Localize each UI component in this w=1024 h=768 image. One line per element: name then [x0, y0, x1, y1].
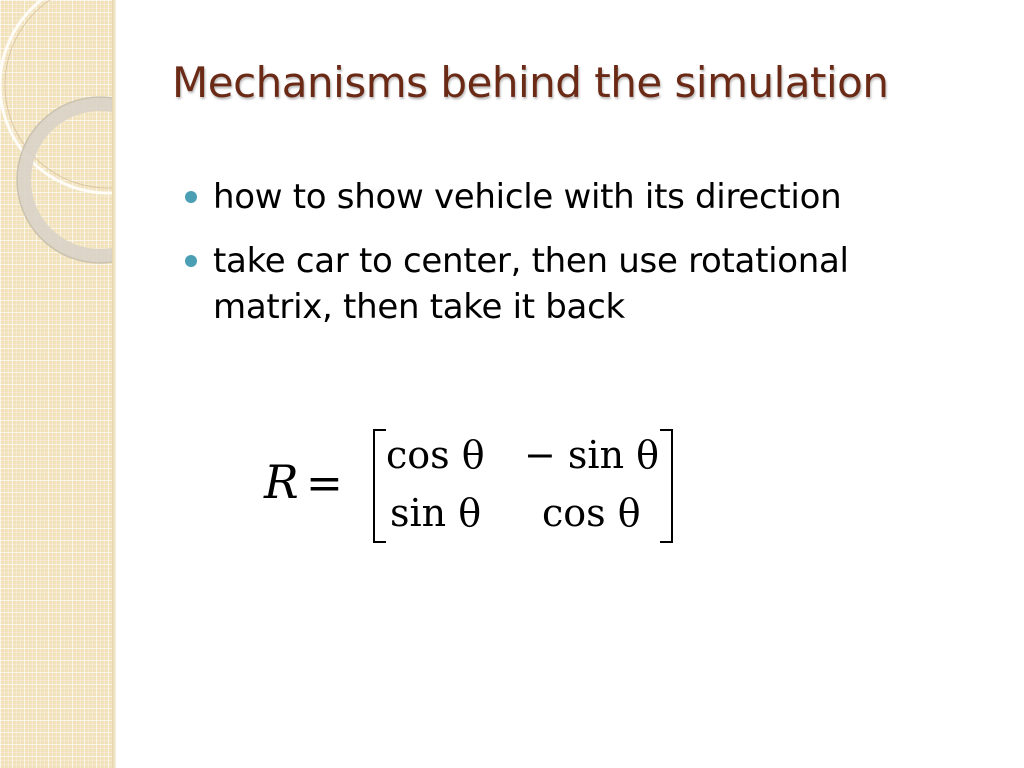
decorative-rings: [0, 0, 112, 768]
bullet-item: [185, 238, 945, 330]
matrix-cell-r2c2: cos θ: [542, 491, 641, 535]
matrix-left-bracket: [374, 430, 386, 542]
rotation-matrix-formula: [262, 418, 692, 558]
matrix-right-bracket: [660, 430, 672, 542]
slide-title: Mechanisms behind the simulation: [172, 58, 889, 107]
sidebar-edge: [112, 0, 116, 768]
decorative-sidebar: [0, 0, 112, 768]
bullet-item: [185, 174, 945, 220]
bullet-dot-icon: [185, 255, 197, 267]
formula-lhs: R: [264, 455, 299, 509]
bullet-text: how to show vehicle with its direction: [213, 177, 842, 217]
formula-equals: =: [306, 458, 343, 509]
bullet-text: take car to center, then use rotational matrix, then take it back: [213, 241, 849, 327]
bullet-dot-icon: [185, 191, 197, 203]
matrix-cell-r1c1: cos θ: [386, 433, 485, 477]
matrix-cell-r2c1: sin θ: [390, 491, 482, 535]
matrix-cell-r1c2: − sin θ: [524, 433, 660, 477]
bullet-list: [185, 174, 945, 348]
